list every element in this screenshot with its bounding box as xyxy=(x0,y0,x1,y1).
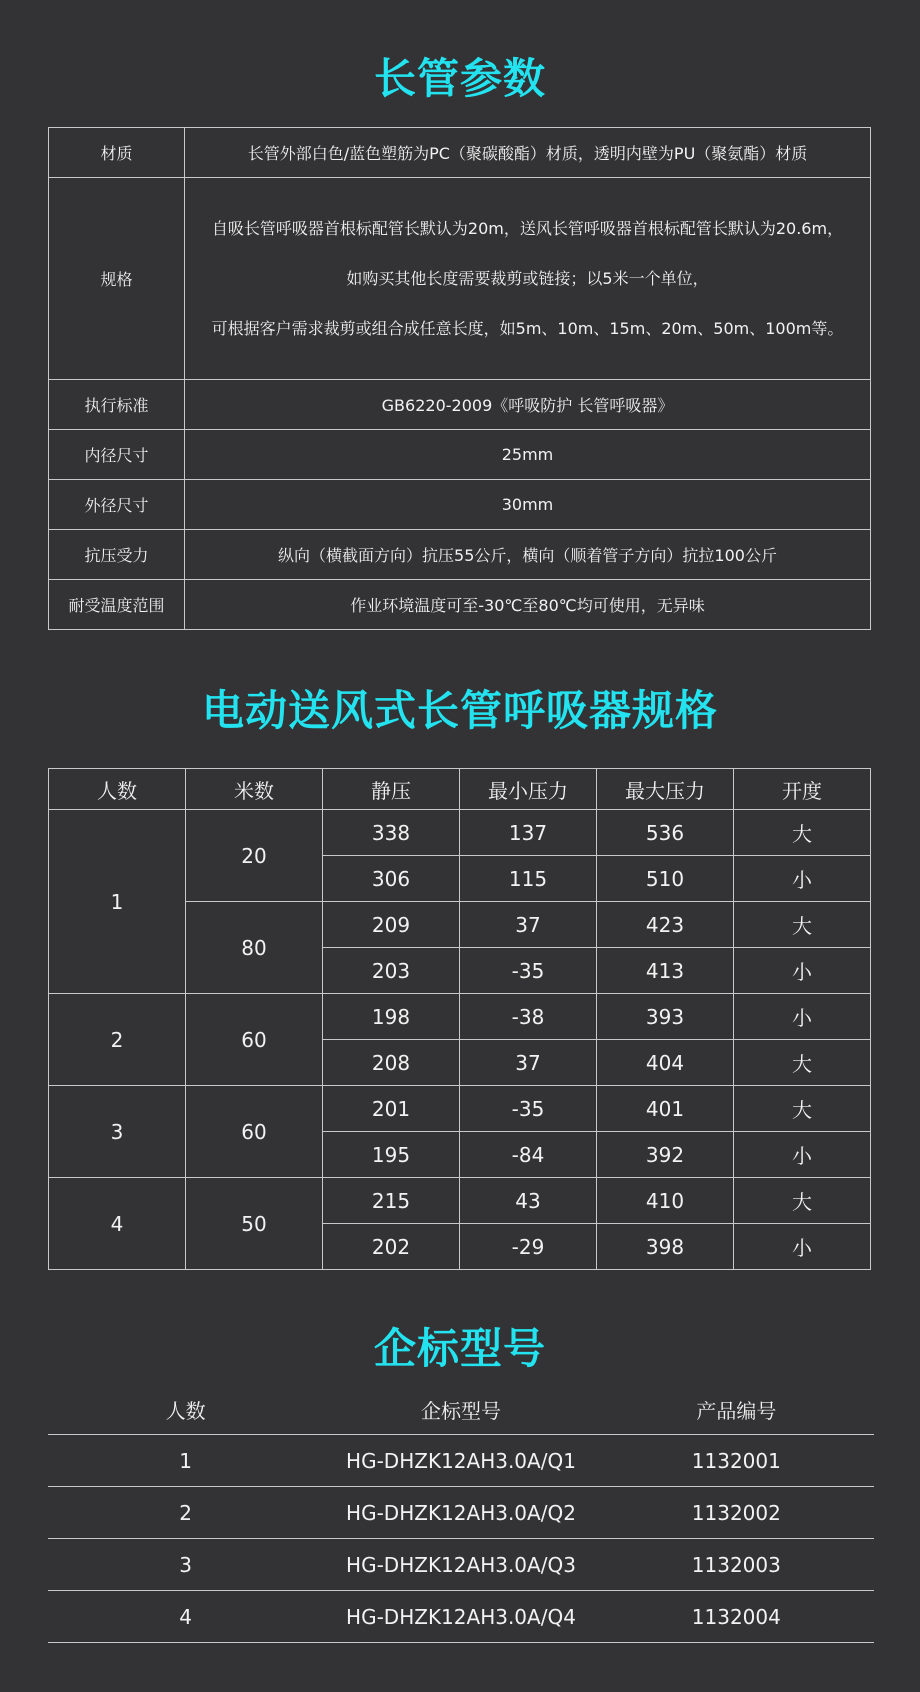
param-key: 耐受温度范围 xyxy=(49,580,185,630)
static-pressure-cell: 201 xyxy=(323,1086,460,1132)
table-row xyxy=(48,1539,874,1591)
meters-cell: 50 xyxy=(186,1178,323,1270)
param-key: 抗压受力 xyxy=(49,530,185,580)
table-header-row xyxy=(48,1385,874,1435)
column-header: 人数 xyxy=(48,1385,323,1435)
section-title-tube-params: 长管参数 xyxy=(373,54,546,103)
max-pressure-cell: 510 xyxy=(597,856,734,902)
static-pressure-cell: 208 xyxy=(323,1040,460,1086)
table-row xyxy=(49,128,871,178)
max-pressure-cell: 413 xyxy=(597,948,734,994)
param-value: 作业环境温度可至-30℃至80℃均可使用，无异味 xyxy=(185,580,871,630)
column-header: 最小压力 xyxy=(460,769,597,810)
param-key: 材质 xyxy=(49,128,185,178)
table-row xyxy=(49,810,871,856)
max-pressure-cell: 401 xyxy=(597,1086,734,1132)
max-pressure-cell: 423 xyxy=(597,902,734,948)
max-pressure-cell: 393 xyxy=(597,994,734,1040)
model-cell: HG-DHZK12AH3.0A/Q1 xyxy=(323,1435,598,1487)
min-pressure-cell: -38 xyxy=(460,994,597,1040)
param-value: 30mm xyxy=(185,480,871,530)
spec-line: 可根据客户需求裁剪或组合成任意长度，如5m、10m、15m、20m、50m、100m等。 xyxy=(211,318,844,338)
column-header: 人数 xyxy=(49,769,186,810)
opening-cell: 小 xyxy=(734,948,871,994)
product-code-cell: 1132003 xyxy=(599,1539,874,1591)
max-pressure-cell: 392 xyxy=(597,1132,734,1178)
param-value: GB6220-2009《呼吸防护 长管呼吸器》 xyxy=(185,380,871,430)
column-header: 最大压力 xyxy=(597,769,734,810)
static-pressure-cell: 198 xyxy=(323,994,460,1040)
people-cell: 4 xyxy=(49,1178,186,1270)
param-value: 纵向（横截面方向）抗压55公斤，横向（顺着管子方向）抗拉100公斤 xyxy=(185,530,871,580)
table-row xyxy=(49,1086,871,1132)
table-row xyxy=(49,380,871,430)
min-pressure-cell: 137 xyxy=(460,810,597,856)
static-pressure-cell: 306 xyxy=(323,856,460,902)
section-title-model-numbers: 企标型号 xyxy=(373,1324,546,1373)
table-row xyxy=(48,1435,874,1487)
column-header: 产品编号 xyxy=(599,1385,874,1435)
column-header: 开度 xyxy=(734,769,871,810)
static-pressure-cell: 203 xyxy=(323,948,460,994)
opening-cell: 大 xyxy=(734,1040,871,1086)
min-pressure-cell: -35 xyxy=(460,1086,597,1132)
param-value-spec xyxy=(185,178,871,380)
meters-cell: 80 xyxy=(186,902,323,994)
param-value: 25mm xyxy=(185,430,871,480)
table-row xyxy=(48,1591,874,1643)
opening-cell: 大 xyxy=(734,1086,871,1132)
product-code-cell: 1132002 xyxy=(599,1487,874,1539)
param-key: 外径尺寸 xyxy=(49,480,185,530)
table-row xyxy=(49,994,871,1040)
model-numbers-table xyxy=(48,1385,874,1643)
people-cell: 1 xyxy=(49,810,186,994)
opening-cell: 大 xyxy=(734,902,871,948)
meters-cell: 20 xyxy=(186,810,323,902)
people-cell: 3 xyxy=(48,1539,323,1591)
max-pressure-cell: 410 xyxy=(597,1178,734,1224)
meters-cell: 60 xyxy=(186,994,323,1086)
model-cell: HG-DHZK12AH3.0A/Q2 xyxy=(323,1487,598,1539)
section-title-respirator-specs: 电动送风式长管呼吸器规格 xyxy=(201,686,718,735)
column-header: 米数 xyxy=(186,769,323,810)
opening-cell: 小 xyxy=(734,856,871,902)
people-cell: 3 xyxy=(49,1086,186,1178)
table-row xyxy=(49,430,871,480)
table-row xyxy=(49,178,871,380)
static-pressure-cell: 202 xyxy=(323,1224,460,1270)
max-pressure-cell: 536 xyxy=(597,810,734,856)
opening-cell: 小 xyxy=(734,994,871,1040)
respirator-specs-table xyxy=(48,768,871,1270)
static-pressure-cell: 338 xyxy=(323,810,460,856)
param-value: 长管外部白色/蓝色塑筋为PC（聚碳酸酯）材质，透明内壁为PU（聚氨酯）材质 xyxy=(185,128,871,178)
opening-cell: 大 xyxy=(734,810,871,856)
model-cell: HG-DHZK12AH3.0A/Q4 xyxy=(323,1591,598,1643)
max-pressure-cell: 398 xyxy=(597,1224,734,1270)
opening-cell: 小 xyxy=(734,1132,871,1178)
table-row xyxy=(48,1487,874,1539)
param-key: 规格 xyxy=(49,178,185,380)
min-pressure-cell: -35 xyxy=(460,948,597,994)
spec-line: 自吸长管呼吸器首根标配管长默认为20m，送风长管呼吸器首根标配管长默认为20.6m， xyxy=(211,218,844,238)
opening-cell: 大 xyxy=(734,1178,871,1224)
table-row xyxy=(49,580,871,630)
table-row xyxy=(49,530,871,580)
param-key: 执行标准 xyxy=(49,380,185,430)
table-row xyxy=(49,1178,871,1224)
static-pressure-cell: 209 xyxy=(323,902,460,948)
meters-cell: 60 xyxy=(186,1086,323,1178)
table-row xyxy=(49,480,871,530)
min-pressure-cell: 43 xyxy=(460,1178,597,1224)
column-header: 企标型号 xyxy=(323,1385,598,1435)
column-header: 静压 xyxy=(323,769,460,810)
tube-params-table xyxy=(48,127,871,630)
table-header-row xyxy=(49,769,871,810)
min-pressure-cell: 37 xyxy=(460,1040,597,1086)
product-code-cell: 1132004 xyxy=(599,1591,874,1643)
opening-cell: 小 xyxy=(734,1224,871,1270)
people-cell: 1 xyxy=(48,1435,323,1487)
min-pressure-cell: -29 xyxy=(460,1224,597,1270)
min-pressure-cell: 37 xyxy=(460,902,597,948)
param-key: 内径尺寸 xyxy=(49,430,185,480)
product-code-cell: 1132001 xyxy=(599,1435,874,1487)
min-pressure-cell: 115 xyxy=(460,856,597,902)
static-pressure-cell: 195 xyxy=(323,1132,460,1178)
people-cell: 4 xyxy=(48,1591,323,1643)
max-pressure-cell: 404 xyxy=(597,1040,734,1086)
min-pressure-cell: -84 xyxy=(460,1132,597,1178)
people-cell: 2 xyxy=(49,994,186,1086)
static-pressure-cell: 215 xyxy=(323,1178,460,1224)
model-cell: HG-DHZK12AH3.0A/Q3 xyxy=(323,1539,598,1591)
people-cell: 2 xyxy=(48,1487,323,1539)
spec-line: 如购买其他长度需要裁剪或链接；以5米一个单位， xyxy=(346,268,709,288)
